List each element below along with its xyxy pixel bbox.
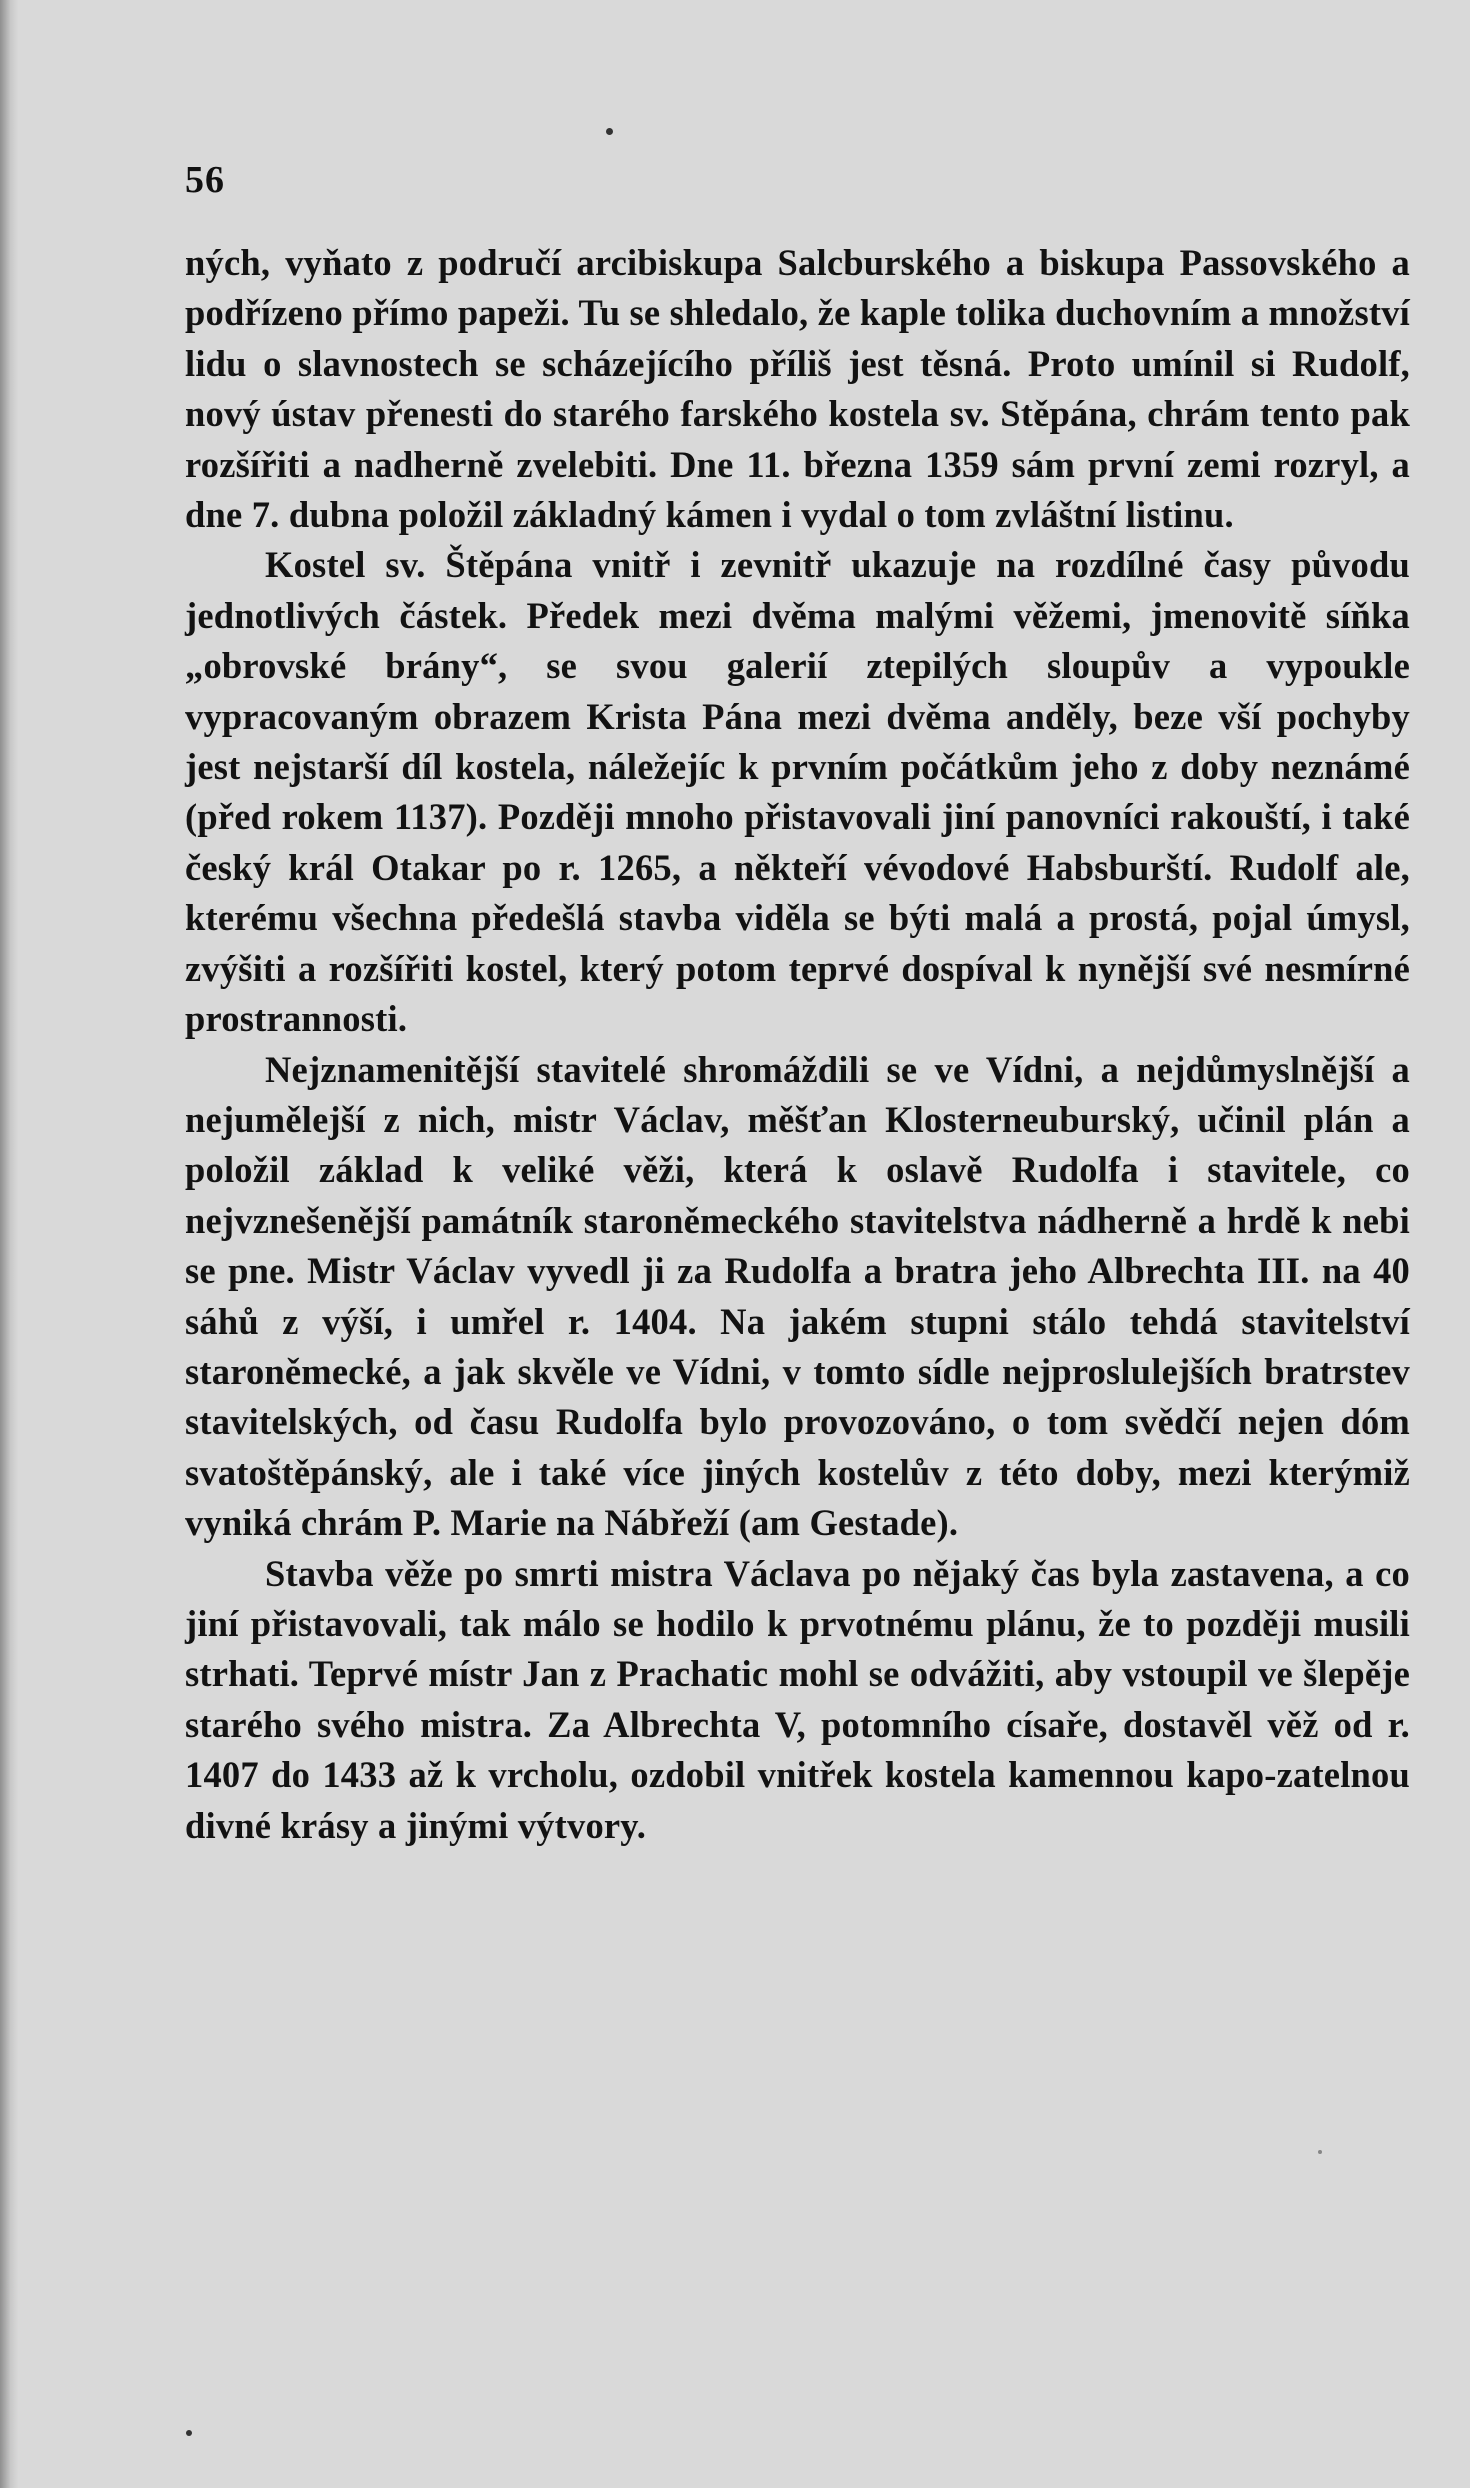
paragraph-3: Nejznamenitější stavitelé shromáždili se ve Vídni, a nejdůmyslnější a nejumělejší z nich, mistr Václav, měšťan Klosterneuburský, učinil plán a položil základ k veliké věži, která k oslavě Rudolfa i stavitele, co nejvznešenější památník staroněmeckého stavitelstva nádherně a hrdě k nebi se pne. Mistr Václav vyvedl ji za Rudolfa a bratra jeho Albrechta III. na 40 sáhů z výší, i umřel r. 1404. Na jakém stupni stálo tehdá stavitelství staroněmecké, a jak skvěle ve Vídni, v tomto sídle nejproslulejších bratrstev stavitelských, od času Rudolfa bylo provozováno, o tom svědčí nejen dóm svatoštěpánský, ale i také více jiných kostelův z této doby, mezi kterýmiž vyniká chrám P. Marie na Nábřeží (am Gestade).: [185, 1048, 1410, 1544]
scan-speck: [606, 128, 613, 135]
scan-edge: [0, 0, 18, 2488]
paragraph-2: Kostel sv. Štěpána vnitř i zevnitř ukazuje na rozdílné časy původu jednotlivých částek. Předek mezi dvěma malými věžemi, jmenovitě síňka „obrovské brány“, se svou galerií ztepilých sloupův a vypoukle vypracovaným obrazem Krista Pána mezi dvěma anděly, beze vší pochyby jest nejstarší díl kostela, náležejíc k prvním počátkům jeho z doby neznámé (před rokem 1137). Později mnoho přistavovali jiní panovníci rakouští, i také český král Otakar po r. 1265, a někteří vévodové Habsburští. Rudolf ale, kterému všechna předešlá stavba viděla se býti malá a prostá, pojal úmysl, zvýšiti a rozšířiti kostel, který potom teprvé dospíval k nynější své nesmírné prostrannosti.: [185, 544, 1410, 1040]
paragraph-1: ných, vyňato z područí arcibiskupa Salcburského a biskupa Passovského a podřízeno přímo papeži. Tu se shledalo, že kaple tolika duchovním a množství lidu o slavnostech se scházejícího příliš jest těsná. Proto umínil si Rudolf, nový ústav přenesti do starého farského kostela sv. Stěpána, chrám tento pak rozšířiti a nadherně zvelebiti. Dne 11. března 1359 sám první zemi rozryl, a dne 7. dubna položil základný kámen i vydal o tom zvláštní listinu.: [185, 242, 1410, 536]
body-text: [185, 238, 1410, 1851]
book-page: [18, 0, 1470, 2488]
page-number: 56: [185, 159, 225, 201]
scan-speck: [186, 2430, 192, 2436]
scan-speck: [1318, 2150, 1322, 2154]
paragraph-4: Stavba věže po smrti mistra Václava po nějaký čas byla zastavena, a co jiní přistavovali, tak málo se hodilo k prvotnému plánu, že to později musili strhati. Teprvé místr Jan z Prachatic mohl se odvážiti, aby vstoupil ve šlepěje starého svého mistra. Za Albrechta V, potomního císaře, dostavěl věž od r. 1407 do 1433 až k vrcholu, ozdobil vnitřek kostela kamennou kapo-zatelnou divné krásy a jinými výtvory.: [185, 1552, 1410, 1846]
